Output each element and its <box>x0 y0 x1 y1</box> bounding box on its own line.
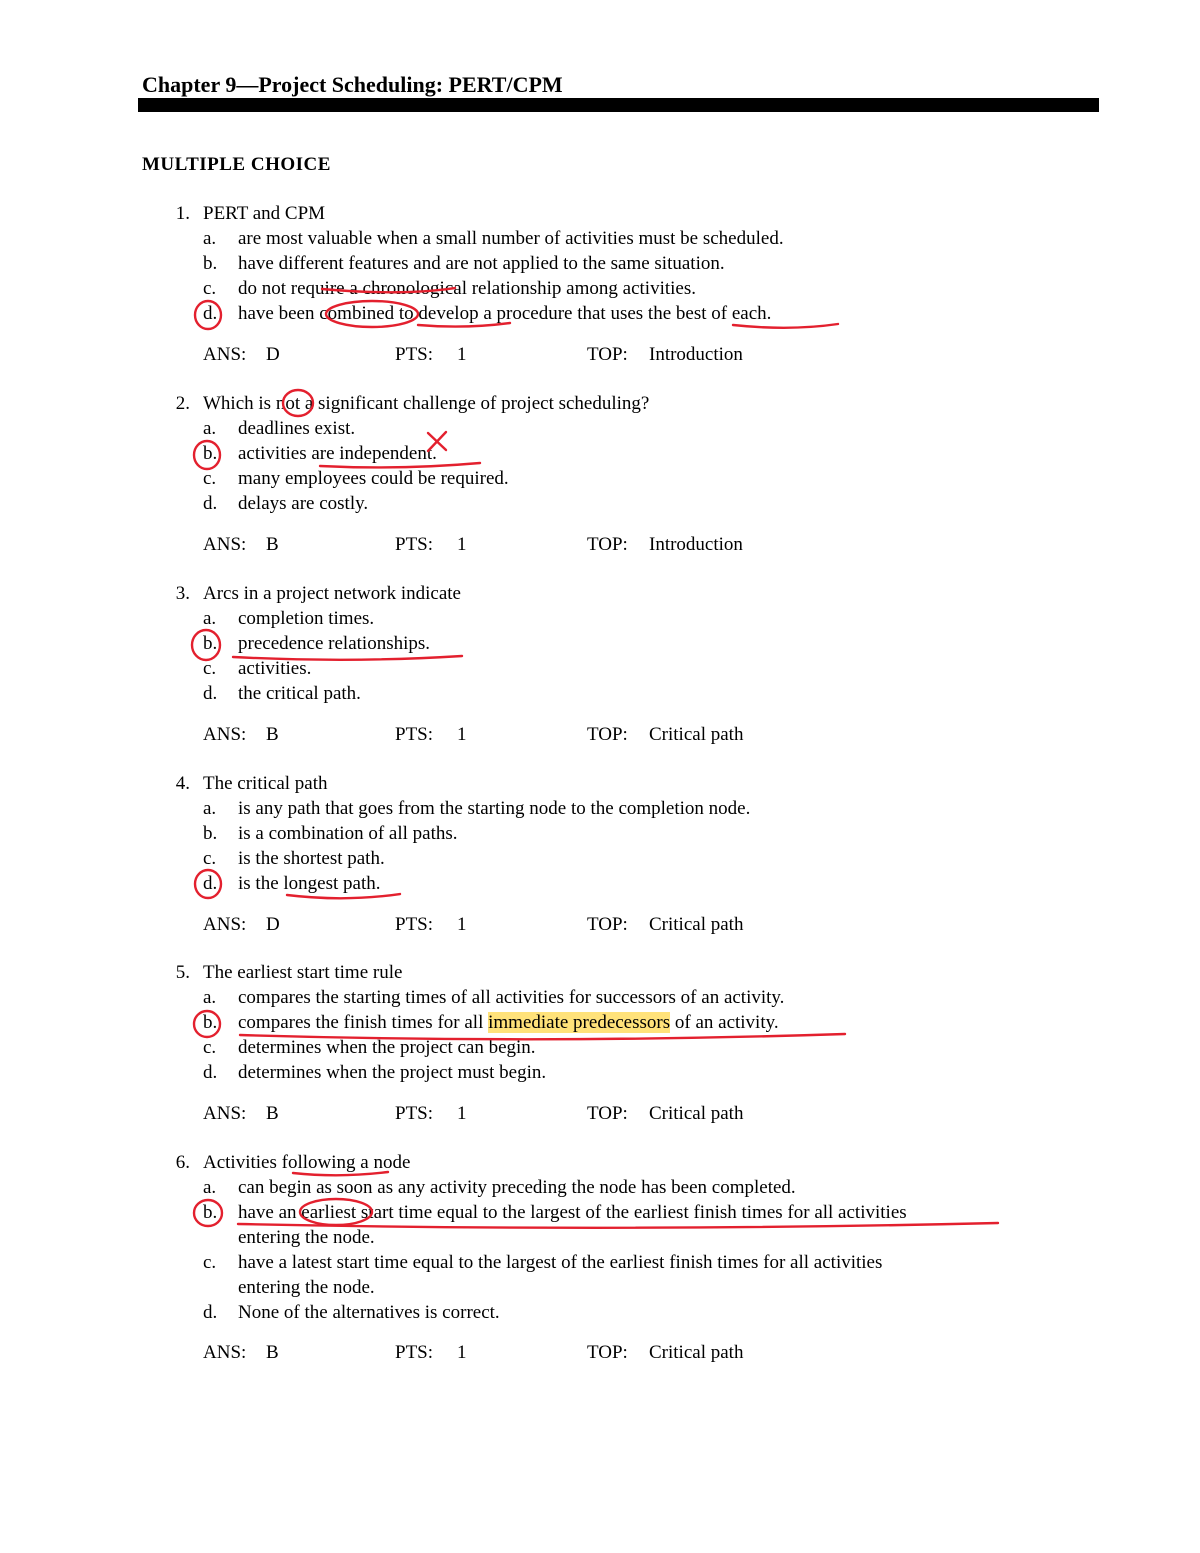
option-text: is the longest path. <box>238 873 381 894</box>
option-text-before: compares the finish times for all <box>238 1012 489 1033</box>
option-letter: c. <box>203 278 217 299</box>
option-text <box>238 1011 779 1035</box>
pts-value: 1 <box>457 534 467 555</box>
pts-label: PTS: <box>395 724 434 745</box>
top-label: TOP: <box>587 344 628 365</box>
option-letter: a. <box>203 228 217 249</box>
option-letter: b. <box>203 253 218 274</box>
top-label: TOP: <box>587 1103 628 1124</box>
option-letter: b. <box>203 823 218 844</box>
option-text: determines when the project must begin. <box>238 1062 547 1083</box>
option-letter: d. <box>203 493 218 514</box>
ans-value: D <box>266 344 280 365</box>
top-value: Critical path <box>649 724 744 745</box>
question-number: 1. <box>175 203 190 224</box>
option-text: determines when the project can begin. <box>238 1037 536 1058</box>
question-number: 4. <box>175 773 190 794</box>
pts-label: PTS: <box>395 1342 434 1363</box>
option-text: precedence relationships. <box>238 633 431 654</box>
ans-value: D <box>266 914 280 935</box>
ans-label: ANS: <box>203 724 247 745</box>
option-letter: b. <box>203 1202 218 1223</box>
option-text: compares the starting times of all activities for successors of an activity. <box>238 987 785 1008</box>
option-letter: d. <box>203 873 218 894</box>
question-stem: Which is not a significant challenge of project scheduling? <box>203 393 650 414</box>
option-text: have different features and are not applied to the same situation. <box>238 253 725 274</box>
question-stem: Activities following a node <box>203 1152 411 1173</box>
option-continuation: entering the node. <box>238 1227 375 1248</box>
ans-value: B <box>266 1103 279 1124</box>
ans-label: ANS: <box>203 344 247 365</box>
option-text: activities. <box>238 658 312 679</box>
option-letter: a. <box>203 418 217 439</box>
pts-label: PTS: <box>395 534 434 555</box>
ans-value: B <box>266 534 279 555</box>
title-rule <box>138 98 1099 112</box>
ans-value: B <box>266 724 279 745</box>
option-text: have a latest start time equal to the largest of the earliest finish times for all activities <box>238 1252 883 1273</box>
question-stem: PERT and CPM <box>203 203 326 224</box>
pts-value: 1 <box>457 914 467 935</box>
pts-value: 1 <box>457 344 467 365</box>
option-text: can begin as soon as any activity preceding the node has been completed. <box>238 1177 796 1198</box>
option-text: None of the alternatives is correct. <box>238 1302 500 1323</box>
chapter-title: Chapter 9—Project Scheduling: PERT/CPM <box>142 72 563 97</box>
question-stem: The earliest start time rule <box>203 962 403 983</box>
question-number: 2. <box>175 393 190 414</box>
pts-value: 1 <box>457 1103 467 1124</box>
pts-value: 1 <box>457 1342 467 1363</box>
option-letter: d. <box>203 683 218 704</box>
top-label: TOP: <box>587 534 628 555</box>
option-letter: c. <box>203 468 217 489</box>
option-continuation: entering the node. <box>238 1277 375 1298</box>
highlighted-text: immediate predecessors <box>488 1012 671 1033</box>
ans-label: ANS: <box>203 1342 247 1363</box>
top-value: Critical path <box>649 1103 744 1124</box>
option-text: have an earliest start time equal to the largest of the earliest finish times for all activities <box>238 1202 907 1223</box>
option-letter: a. <box>203 798 217 819</box>
option-text: have been combined to develop a procedure that uses the best of each. <box>238 303 772 324</box>
pts-label: PTS: <box>395 344 434 365</box>
option-letter: a. <box>203 987 217 1008</box>
option-text: are most valuable when a small number of activities must be scheduled. <box>238 228 784 249</box>
top-label: TOP: <box>587 1342 628 1363</box>
ans-label: ANS: <box>203 1103 247 1124</box>
option-letter: c. <box>203 658 217 679</box>
option-text: is any path that goes from the starting node to the completion node. <box>238 798 751 819</box>
option-letter: c. <box>203 1252 217 1273</box>
option-text: deadlines exist. <box>238 418 356 439</box>
pts-label: PTS: <box>395 1103 434 1124</box>
question-number: 6. <box>175 1152 190 1173</box>
option-text: completion times. <box>238 608 375 629</box>
option-text-after: of an activity. <box>670 1012 779 1033</box>
option-text: delays are costly. <box>238 493 369 514</box>
top-value: Critical path <box>649 1342 744 1363</box>
option-letter: a. <box>203 608 217 629</box>
option-text: the critical path. <box>238 683 361 704</box>
option-letter: b. <box>203 1012 218 1033</box>
top-value: Introduction <box>649 344 743 365</box>
question-stem: Arcs in a project network indicate <box>203 583 461 604</box>
section-heading: MULTIPLE CHOICE <box>142 154 331 175</box>
question-number: 5. <box>175 962 190 983</box>
ans-value: B <box>266 1342 279 1363</box>
question-stem: The critical path <box>203 773 328 794</box>
option-letter: c. <box>203 1037 217 1058</box>
option-text: many employees could be required. <box>238 468 509 489</box>
option-letter: d. <box>203 1062 218 1083</box>
top-value: Introduction <box>649 534 743 555</box>
option-letter: a. <box>203 1177 217 1198</box>
pts-value: 1 <box>457 724 467 745</box>
option-letter: c. <box>203 848 217 869</box>
option-text: activities are independent. <box>238 443 437 464</box>
ans-label: ANS: <box>203 914 247 935</box>
top-label: TOP: <box>587 724 628 745</box>
option-letter: d. <box>203 1302 218 1323</box>
option-text: is a combination of all paths. <box>238 823 458 844</box>
option-text: is the shortest path. <box>238 848 385 869</box>
option-letter: b. <box>203 633 218 654</box>
pts-label: PTS: <box>395 914 434 935</box>
top-label: TOP: <box>587 914 628 935</box>
ans-label: ANS: <box>203 534 247 555</box>
question-number: 3. <box>175 583 190 604</box>
option-letter: d. <box>203 303 218 324</box>
top-value: Critical path <box>649 914 744 935</box>
option-text: do not require a chronological relationship among activities. <box>238 278 696 299</box>
option-letter: b. <box>203 443 218 464</box>
